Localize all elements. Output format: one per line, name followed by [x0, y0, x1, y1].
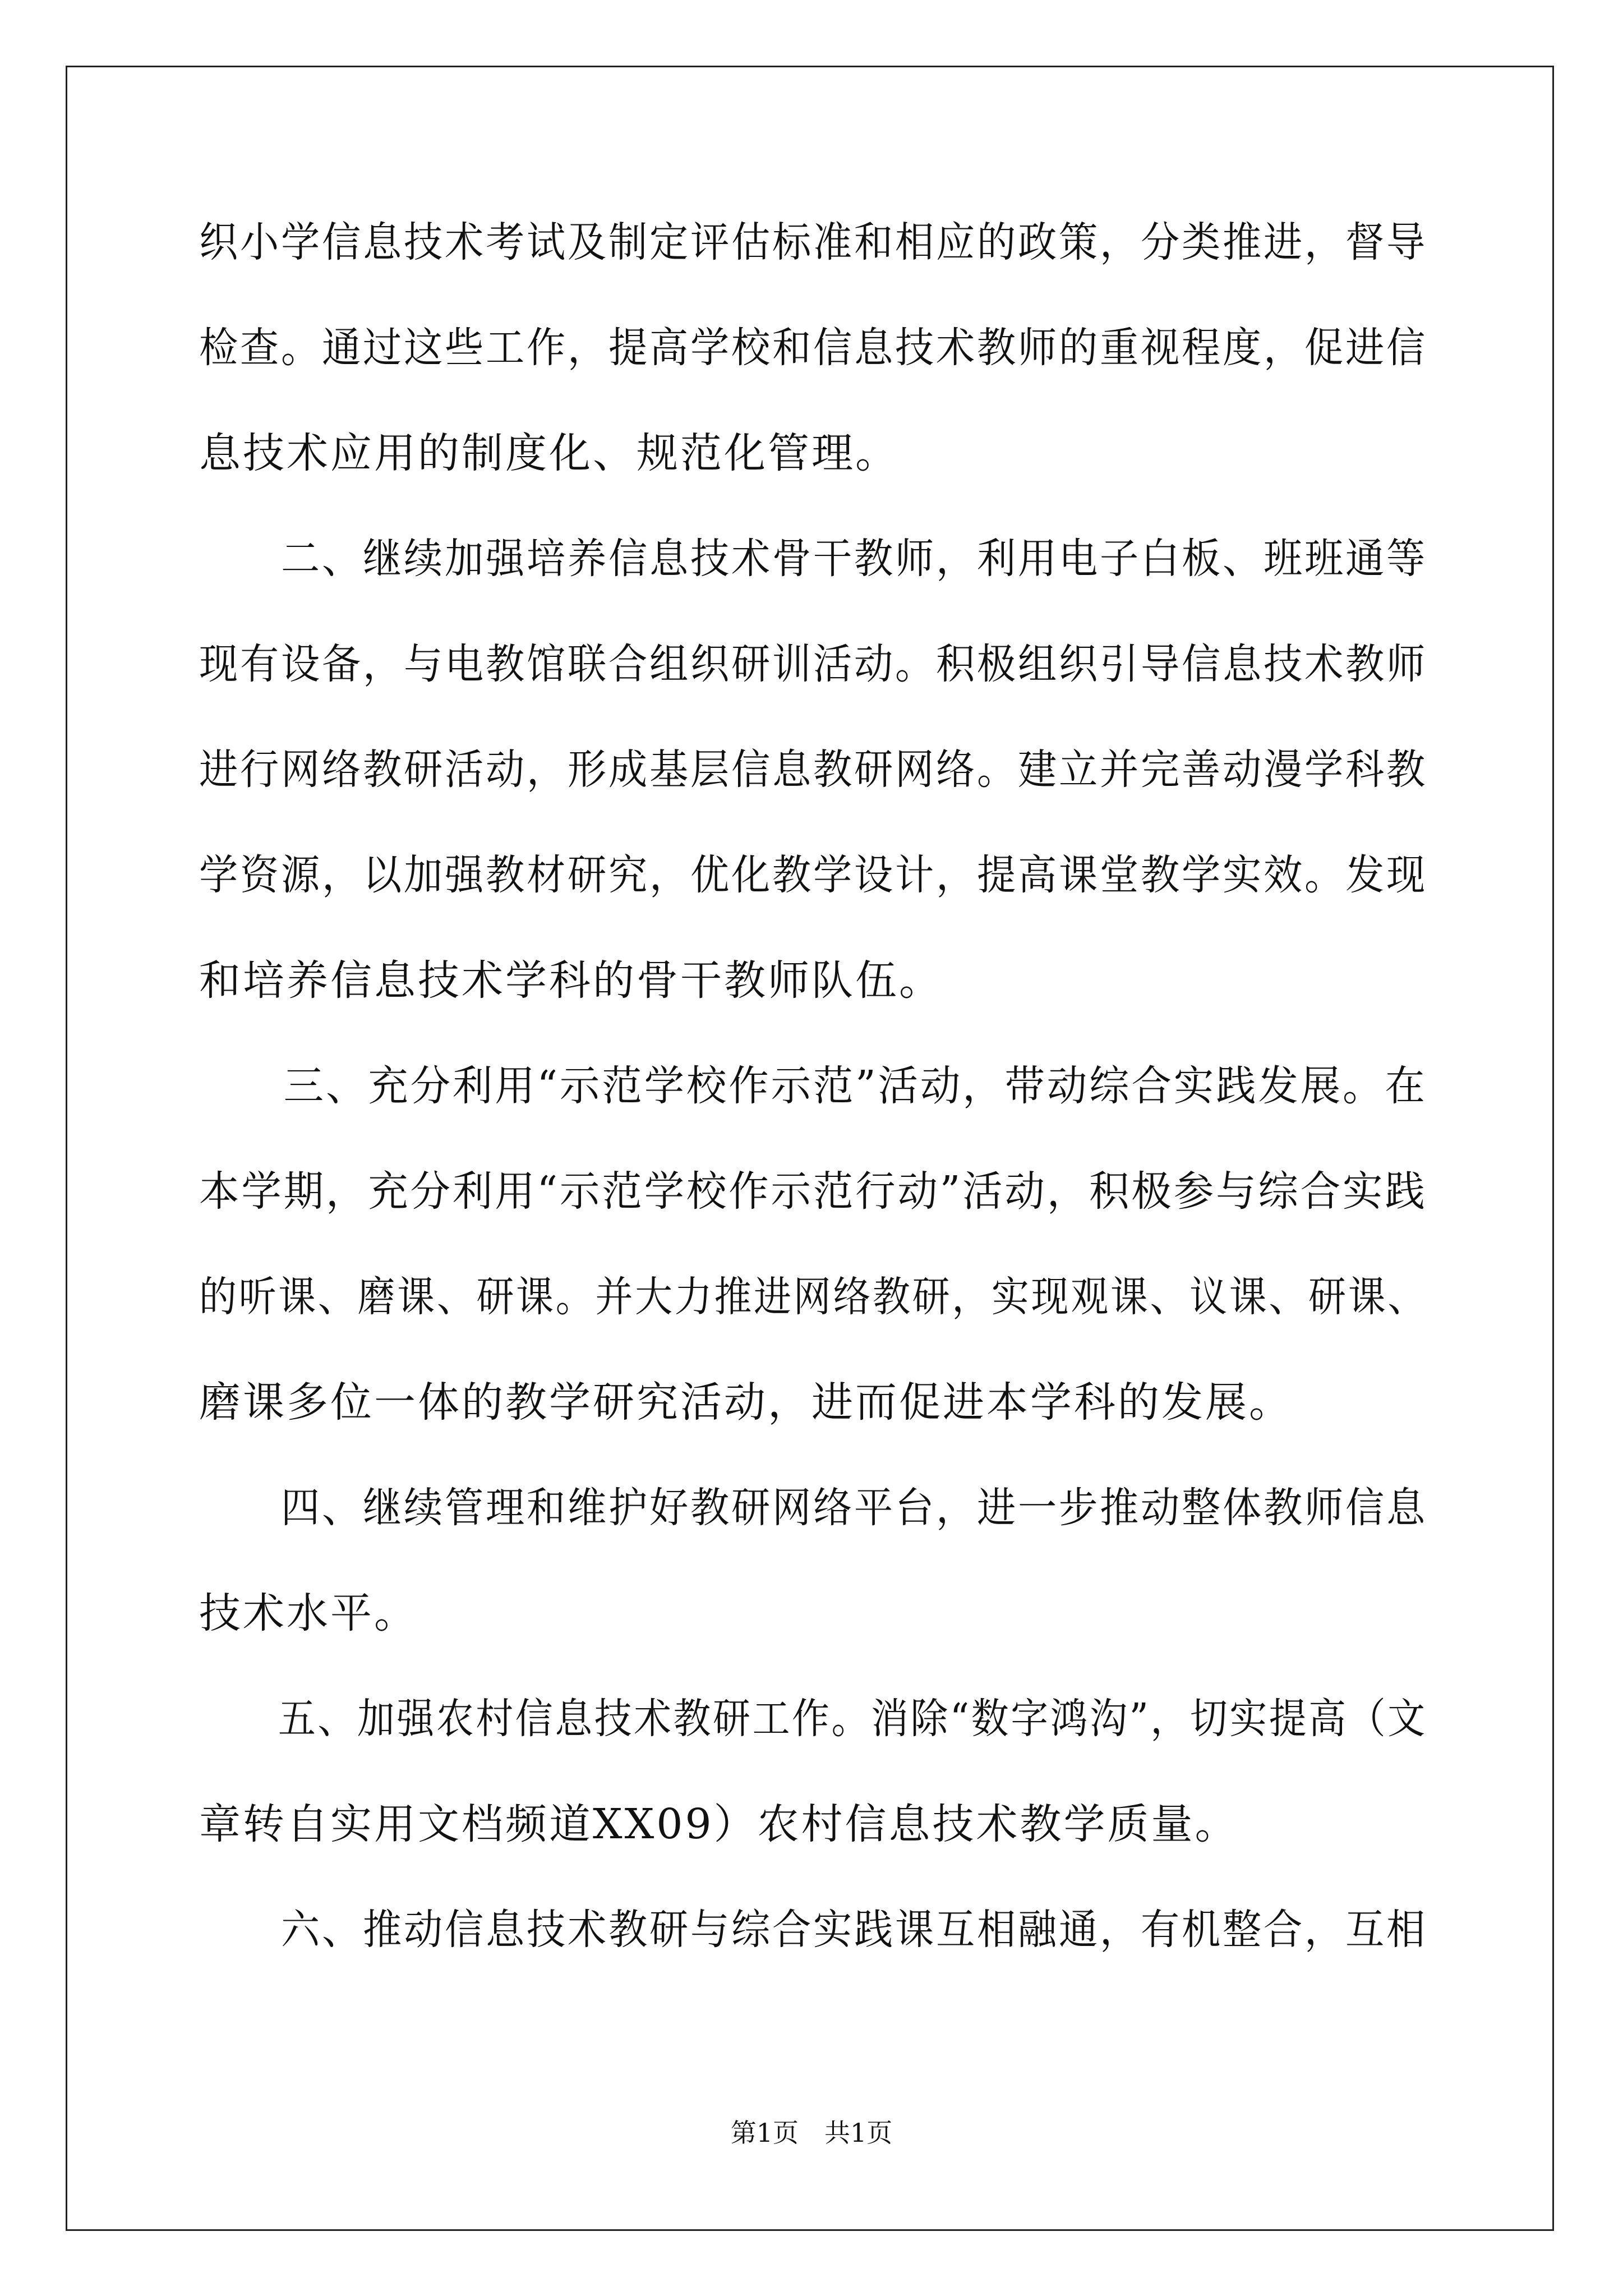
text-line: 本学期，充分利用“示范学校作示范行动”活动，积极参与综合实践 — [199, 1167, 1427, 1216]
text-line: 的听课、磨课、研课。并大力推进网络教研，实现观课、议课、研课、 — [199, 1273, 1427, 1321]
paragraph-6-start: 六、推动信息技术教研与综合实践课互相融通，有机整合，互相 — [199, 1906, 1427, 1954]
text-line: 织小学信息技术考试及制定评估标准和相应的政策，分类推进，督导 — [199, 218, 1427, 266]
text-line: 磨课多位一体的教学研究活动，进而促进本学科的发展。 — [199, 1378, 1293, 1427]
text-line: 检查。通过这些工作，提高学校和信息技术教师的重视程度，促进信 — [199, 324, 1427, 372]
text-line: 进行网络教研活动，形成基层信息教研网络。建立并完善动漫学科教 — [199, 746, 1427, 794]
paragraph-5-start: 五、加强农村信息技术教研工作。消除“数字鸿沟”，切实提高（文 — [199, 1695, 1427, 1743]
paragraph-3-start: 三、充分利用“示范学校作示范”活动，带动综合实践发展。在 — [199, 1062, 1427, 1110]
text-line: 息技术应用的制度化、规范化管理。 — [199, 429, 899, 477]
text-line: 学资源，以加强教材研究，优化教学设计，提高课堂教学实效。发现 — [199, 851, 1427, 899]
paragraph-4-start: 四、继续管理和维护好教研网络平台，进一步推动整体教师信息 — [199, 1484, 1427, 1532]
text-line: 现有设备，与电教馆联合组织研训活动。积极组织引导信息技术教师 — [199, 640, 1427, 688]
text-line: 技术水平。 — [199, 1589, 418, 1637]
text-line: 和培养信息技术学科的骨干教师队伍。 — [199, 956, 943, 1005]
page-number-footer: 第1页 共1页 — [730, 2118, 893, 2148]
paragraph-2-start: 二、继续加强培养信息技术骨干教师，利用电子白板、班班通等 — [199, 535, 1427, 583]
text-line: 章转自实用文档频道XX09）农村信息技术教学质量。 — [199, 1800, 1239, 1848]
